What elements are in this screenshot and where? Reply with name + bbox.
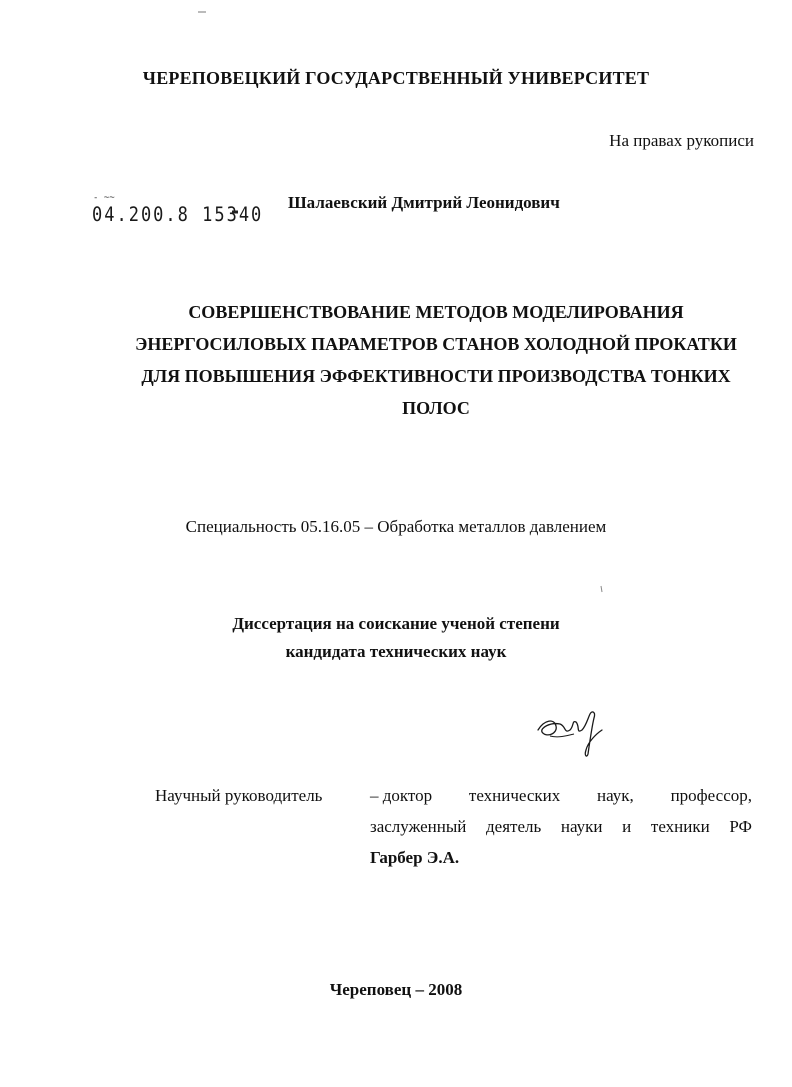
supervisor-word: техники [650, 817, 710, 836]
supervisor-word: заслуженный [370, 817, 467, 836]
supervisor-word: и [622, 817, 632, 836]
city-year: Череповец – 2008 [329, 980, 463, 999]
title-line: ДЛЯ ПОВЫШЕНИЯ ЭФФЕКТИВНОСТИ ПРОИЗВОДСТВА ТОНКИХ [141, 366, 731, 386]
supervisor-word: науки [560, 817, 603, 836]
degree-line-2: кандидата технических наук [285, 642, 507, 661]
supervisor-label: Научный руководитель [155, 786, 323, 805]
archive-code-stamp: 04.200.8 15340 [92, 203, 264, 227]
title-line: СОВЕРШЕНСТВОВАНИЕ МЕТОДОВ МОДЕЛИРОВАНИЯ [188, 302, 684, 322]
supervisor-word: профессор, [670, 786, 752, 805]
degree-line-1: Диссертация на соискание ученой степени [232, 614, 560, 633]
supervisor-word: деятель [486, 817, 542, 836]
supervisor-name: Гарбер Э.А. [370, 848, 460, 867]
author-name: Шалаевский Дмитрий Леонидович [288, 193, 560, 212]
title-line: ЭНЕРГОСИЛОВЫХ ПАРАМЕТРОВ СТАНОВ ХОЛОДНОЙ ПРОКАТКИ [135, 334, 737, 354]
supervisor-word: РФ [729, 817, 752, 836]
archive-mark: - ~~ [93, 193, 115, 203]
supervisor-word: – доктор [370, 786, 433, 805]
title-line: ПОЛОС [402, 398, 470, 418]
supervisor-word: технических [468, 786, 561, 805]
specialty-line: Специальность 05.16.05 – Обработка металлов давлением [185, 517, 607, 536]
university-name: ЧЕРЕПОВЕЦКИЙ ГОСУДАРСТВЕННЫЙ УНИВЕРСИТЕТ [142, 68, 650, 88]
rights-note: На правах рукописи [609, 131, 754, 150]
supervisor-word: наук, [597, 786, 634, 805]
